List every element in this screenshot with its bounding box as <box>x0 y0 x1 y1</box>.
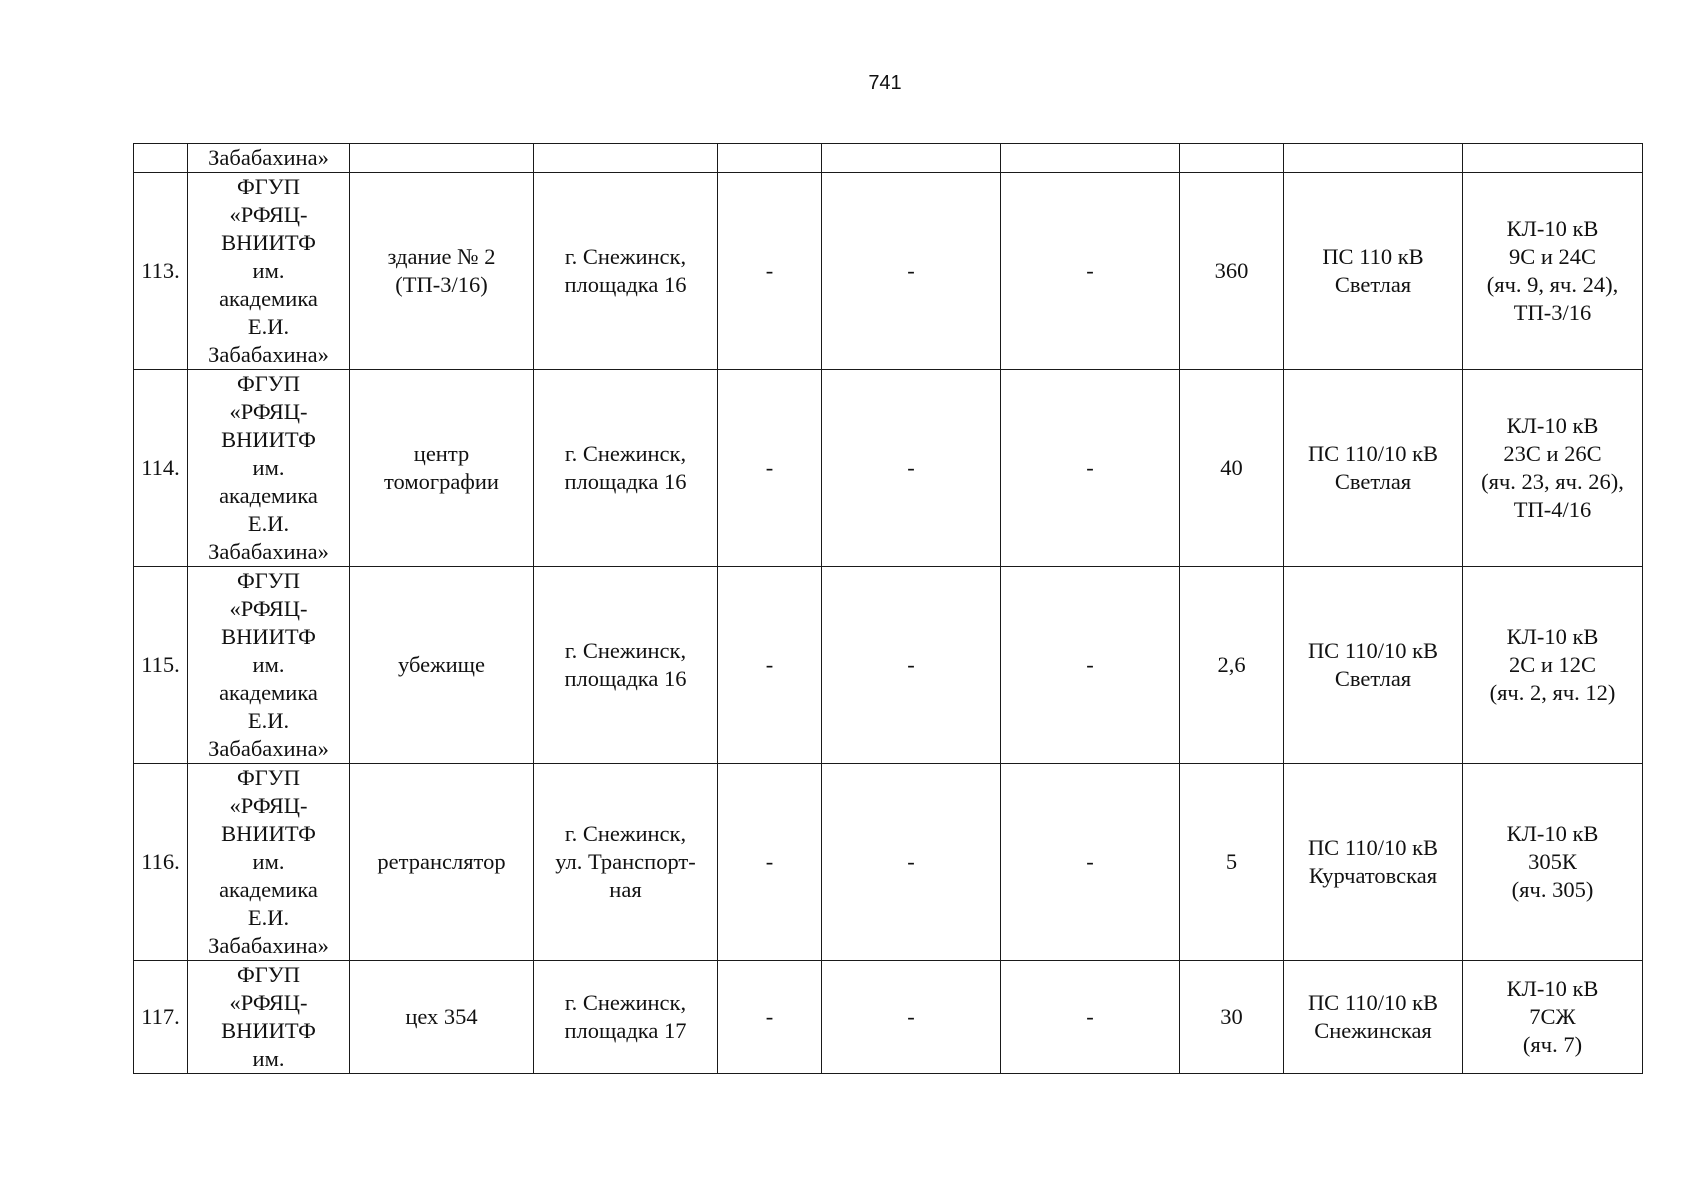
cell-c1: - <box>718 764 822 961</box>
cell-object-line: ретранслятор <box>377 849 506 874</box>
table-row <box>134 173 1643 370</box>
cell-owner-line: ВНИИТФ <box>221 1018 316 1043</box>
cell-address-line: г. Снежинск, <box>564 990 687 1015</box>
cell-num: 115. <box>134 567 188 764</box>
cell-line <box>1463 370 1643 567</box>
cell-power: 2,6 <box>1180 567 1284 764</box>
cell-owner-line: Забабахина» <box>208 342 329 367</box>
cell-line-line: 305К <box>1528 849 1577 874</box>
cell-c1: - <box>718 173 822 370</box>
cell-object <box>350 961 534 1074</box>
cell-substation-line: ПС 110/10 кВ <box>1307 638 1439 663</box>
cell-num <box>134 144 188 173</box>
cell-c3: - <box>1001 370 1180 567</box>
cell-owner <box>188 567 350 764</box>
cell-owner-line: им. <box>252 849 285 874</box>
cell-line-line: 23С и 26С <box>1503 441 1602 466</box>
cell-c2 <box>822 144 1001 173</box>
cell-c2: - <box>822 567 1001 764</box>
cell-line-line: (яч. 23, яч. 26), <box>1481 469 1624 494</box>
cell-owner-line: им. <box>252 652 285 677</box>
cell-c1: - <box>718 370 822 567</box>
cell-object <box>350 567 534 764</box>
cell-line <box>1463 961 1643 1074</box>
cell-c2: - <box>822 173 1001 370</box>
cell-owner-line: Е.И. <box>247 905 290 930</box>
cell-c3: - <box>1001 173 1180 370</box>
registry-table <box>133 143 1643 1074</box>
cell-object-line: здание № 2 <box>387 244 496 269</box>
cell-line-line: 2С и 12С <box>1508 652 1597 677</box>
cell-owner-line: ВНИИТФ <box>221 230 316 255</box>
cell-line-line: КЛ-10 кВ <box>1506 624 1599 649</box>
cell-owner-line: Забабахина» <box>208 539 329 564</box>
table-row-continuation <box>134 144 1643 173</box>
cell-object <box>350 173 534 370</box>
cell-line <box>1463 764 1643 961</box>
cell-owner-line: ВНИИТФ <box>221 821 316 846</box>
cell-owner <box>188 961 350 1074</box>
cell-owner-line: академика <box>219 877 318 902</box>
cell-substation <box>1284 567 1463 764</box>
cell-owner-line: ФГУП <box>237 371 300 396</box>
cell-address-line: г. Снежинск, <box>564 441 687 466</box>
cell-object-line: цех 354 <box>405 1004 478 1029</box>
cell-c3: - <box>1001 764 1180 961</box>
cell-owner-line: «РФЯЦ- <box>229 596 308 621</box>
cell-owner-line: академика <box>219 483 318 508</box>
cell-line-line: (яч. 7) <box>1522 1032 1583 1057</box>
cell-object-line: томографии <box>384 469 499 494</box>
page-number: 741 <box>868 72 902 94</box>
cell-line-line: КЛ-10 кВ <box>1506 413 1599 438</box>
cell-line-line: ТП-3/16 <box>1513 300 1592 325</box>
cell-address-line: площадка 16 <box>564 666 687 691</box>
cell-owner-line: им. <box>252 1046 285 1071</box>
cell-c1 <box>718 144 822 173</box>
cell-address-line: г. Снежинск, <box>564 821 687 846</box>
cell-power: 30 <box>1180 961 1284 1074</box>
cell-address <box>534 173 718 370</box>
cell-substation-line: ПС 110/10 кВ <box>1307 835 1439 860</box>
cell-owner <box>188 173 350 370</box>
cell-owner-line: им. <box>252 455 285 480</box>
cell-address-line: площадка 17 <box>564 1018 687 1043</box>
cell-owner-line: им. <box>252 258 285 283</box>
cell-c2: - <box>822 370 1001 567</box>
cell-num: 113. <box>134 173 188 370</box>
cell-line-line: (яч. 9, яч. 24), <box>1486 272 1619 297</box>
cell-owner-line: Е.И. <box>247 511 290 536</box>
cell-owner <box>188 370 350 567</box>
cell-substation-line: Курчатовская <box>1308 863 1438 888</box>
cell-address-line: площадка 16 <box>564 469 687 494</box>
cell-substation-line: ПС 110/10 кВ <box>1307 990 1439 1015</box>
cell-address <box>534 961 718 1074</box>
cell-line-line: КЛ-10 кВ <box>1506 821 1599 846</box>
cell-power: 5 <box>1180 764 1284 961</box>
cell-power: 360 <box>1180 173 1284 370</box>
cell-num: 117. <box>134 961 188 1074</box>
cell-c2: - <box>822 764 1001 961</box>
cell-substation-line: ПС 110/10 кВ <box>1307 441 1439 466</box>
cell-owner-line: «РФЯЦ- <box>229 990 308 1015</box>
cell-line-line: КЛ-10 кВ <box>1506 976 1599 1001</box>
cell-line-line: КЛ-10 кВ <box>1506 216 1599 241</box>
cell-address <box>534 764 718 961</box>
cell-address-line: ул. Транспорт- <box>555 849 696 874</box>
cell-owner-line: «РФЯЦ- <box>229 399 308 424</box>
cell-owner-line: Забабахина» <box>208 736 329 761</box>
cell-c2: - <box>822 961 1001 1074</box>
cell-object-line: убежище <box>398 652 485 677</box>
cell-power: 40 <box>1180 370 1284 567</box>
cell-owner-line: ФГУП <box>237 962 300 987</box>
cell-owner <box>188 764 350 961</box>
cell-owner-line: ФГУП <box>237 765 300 790</box>
cell-owner-line: ФГУП <box>237 174 300 199</box>
cell-substation <box>1284 144 1463 173</box>
cell-substation <box>1284 173 1463 370</box>
cell-owner-line: Забабахина» <box>208 933 329 958</box>
cell-address-line: г. Снежинск, <box>564 244 687 269</box>
cell-substation-line: Светлая <box>1334 469 1412 494</box>
cell-object <box>350 144 534 173</box>
cell-address-line: г. Снежинск, <box>564 638 687 663</box>
cell-owner-line: ВНИИТФ <box>221 427 316 452</box>
cell-line-line: 7СЖ <box>1529 1004 1576 1029</box>
cell-substation-line: Снежинская <box>1314 1018 1432 1043</box>
cell-substation-line: Светлая <box>1334 666 1412 691</box>
cell-substation-line: ПС 110 кВ <box>1322 244 1424 269</box>
cell-address <box>534 370 718 567</box>
cell-owner-line: Е.И. <box>247 314 290 339</box>
cell-owner-line: академика <box>219 680 318 705</box>
table-row <box>134 961 1643 1074</box>
cell-c3: - <box>1001 961 1180 1074</box>
cell-num: 116. <box>134 764 188 961</box>
cell-object <box>350 764 534 961</box>
cell-address <box>534 567 718 764</box>
cell-address <box>534 144 718 173</box>
cell-substation-line: Светлая <box>1334 272 1412 297</box>
cell-line-line: ТП-4/16 <box>1513 497 1592 522</box>
cell-owner-line: «РФЯЦ- <box>229 793 308 818</box>
cell-address-line: ная <box>609 877 642 902</box>
table-body <box>134 144 1643 1074</box>
cell-power <box>1180 144 1284 173</box>
cell-c1: - <box>718 961 822 1074</box>
cell-owner: Забабахина» <box>188 144 350 173</box>
cell-address-line: площадка 16 <box>564 272 687 297</box>
cell-object <box>350 370 534 567</box>
table-row <box>134 567 1643 764</box>
cell-substation <box>1284 370 1463 567</box>
cell-num: 114. <box>134 370 188 567</box>
cell-object-line: центр <box>413 441 470 466</box>
cell-owner-line: Е.И. <box>247 708 290 733</box>
cell-line-line: (яч. 2, яч. 12) <box>1489 680 1616 705</box>
cell-line <box>1463 567 1643 764</box>
table-row <box>134 370 1643 567</box>
cell-line <box>1463 144 1643 173</box>
cell-substation <box>1284 961 1463 1074</box>
cell-substation <box>1284 764 1463 961</box>
cell-owner-line: академика <box>219 286 318 311</box>
cell-object-line: (ТП-3/16) <box>395 272 488 297</box>
cell-owner-line: «РФЯЦ- <box>229 202 308 227</box>
cell-c1: - <box>718 567 822 764</box>
cell-line-line: (яч. 305) <box>1511 877 1594 902</box>
cell-c3: - <box>1001 567 1180 764</box>
cell-owner-line: ФГУП <box>237 568 300 593</box>
table-row <box>134 764 1643 961</box>
cell-line-line: 9С и 24С <box>1508 244 1597 269</box>
cell-c3 <box>1001 144 1180 173</box>
cell-owner-line: ВНИИТФ <box>221 624 316 649</box>
cell-line <box>1463 173 1643 370</box>
